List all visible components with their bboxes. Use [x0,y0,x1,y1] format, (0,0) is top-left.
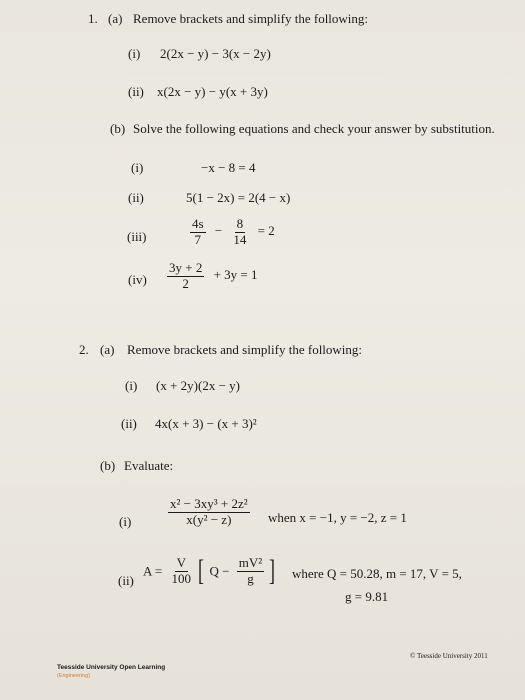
q1b-iii-label: (iii) [127,229,147,244]
q1-number: 1. [88,11,98,26]
q1a-i-expression: 2(2x − y) − 3(x − 2y) [160,46,271,61]
q1a-i-label: (i) [128,46,141,61]
q2b-i-fraction [168,497,250,528]
q2b-ii-where-line1: where Q = 50.28, m = 17, V = 5, [292,566,462,581]
footer-logo-text: Teesside University Open Learning [57,664,166,671]
q2b-instruction: Evaluate: [124,458,174,473]
fraction-mv2-over-g: $\frac{\text{mV²}}{g}$ [238,555,263,586]
footer-logo-subtitle: (Engineering) [57,673,91,679]
q2a-i-label: (i) [125,378,138,393]
q2b-i-label: (i) [119,514,132,529]
q1a-ii-label: (ii) [128,84,144,99]
fraction-4s-over-7: $\frac{4s}{7}$ [192,216,204,247]
q1b-iv-label: (iv) [128,272,147,287]
q1b-ii-label: (ii) [128,190,144,205]
q1a-ii-expression: x(2x − y) − y(x + 3y) [157,84,268,99]
q1b-iv-equation: $\frac{3y + 2}{2}$ + 3y = 1 [169,260,258,291]
q2b-i-condition: when x = −1, y = −2, z = 1 [268,510,407,525]
q1a-instruction: Remove brackets and simplify the following: [133,11,369,26]
q2b-ii-where-line2: g = 9.81 [345,589,389,604]
q2a-label: (a) [100,342,115,357]
fraction-3y-plus-2-over-2: $\frac{3y + 2}{2}$ [169,260,203,291]
q1b-instruction: Solve the following equations and check your answer by substitution. [133,121,495,136]
open-bracket: [ [198,554,205,588]
q1b-i-equation: −x − 8 = 4 [201,160,256,175]
q2b-label: (b) [100,458,116,473]
q1b-ii-equation: 5(1 − 2x) = 2(4 − x) [186,190,291,205]
evaluate-fraction: $\frac{\text{x² − 3xy³ + 2z²}}{\text{x(y² − z)}}$ [170,496,248,527]
fraction-v-over-100: $\frac{V}{100}$ [171,555,192,586]
q2a-instruction: Remove brackets and simplify the following: [127,342,363,357]
q2a-ii-expression: 4x(x + 3) − (x + 3)² [155,416,257,431]
q2a-i-expression: (x + 2y)(2x − y) [156,378,240,393]
q1b-iii-equation: $\frac{4s}{7}$ − $\frac{8}{14}$ = 2 [192,216,275,247]
close-bracket: ] [269,554,276,588]
q1a-label: (a) [108,11,123,26]
q1b-i-label: (i) [131,160,144,175]
q1b-label: (b) [110,121,126,136]
copyright-notice: © Teesside University 2011 [410,652,488,660]
q2b-ii-label: (ii) [118,573,134,588]
q2-number: 2. [79,342,89,357]
fraction-8-over-14: $\frac{8}{14}$ [233,216,247,247]
q2b-ii-formula: A = $\frac{V}{100}$ [ Q − $\frac{\text{mV²}}{g}$ ] [143,554,276,588]
q2a-ii-label: (ii) [121,416,137,431]
